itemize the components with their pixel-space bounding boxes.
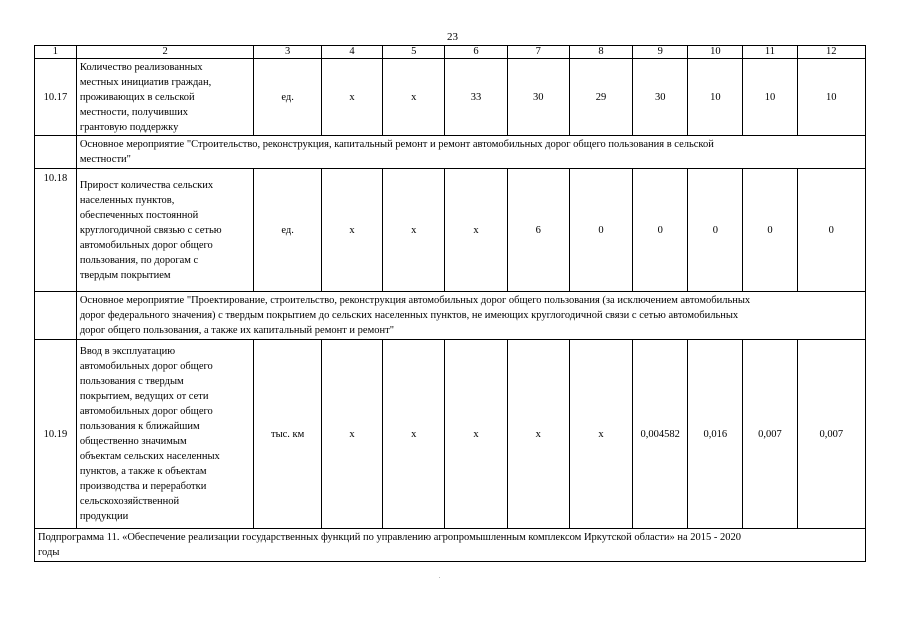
measure-text: Основное мероприятие "Проектирование, строительство, реконструкция автомобильных дорог общего пользования (за исключением автомобильных дорог федерального значения) с твердым покрытием до сельских населенных пунктов, не имеющих круглогодичной связи с сетью автомобильных дорог общего пользования, а также их капитальный ремонт и ремонт" [76, 292, 865, 340]
value-cell: 33 [445, 59, 507, 136]
header-cell: 1 [35, 46, 77, 59]
header-cell: 3 [254, 46, 321, 59]
value-cell: 6 [507, 169, 569, 292]
subprogram-title: Подпрограмма 11. «Обеспечение реализации государственных функций по управлению агропромышленным комплексом Иркутской области» на 2015 - 2020 годы [35, 529, 866, 562]
value-cell: х [321, 169, 382, 292]
value-cell: 0 [633, 169, 688, 292]
row-number: 10.18 [35, 169, 77, 292]
unit-cell: ед. [254, 169, 321, 292]
value-cell: 10 [743, 59, 797, 136]
header-cell: 6 [445, 46, 507, 59]
empty-cell [35, 292, 77, 340]
value-cell: х [383, 169, 445, 292]
value-cell: х [445, 169, 507, 292]
value-cell: 29 [569, 59, 632, 136]
value-cell: 30 [633, 59, 688, 136]
value-cell: 30 [507, 59, 569, 136]
header-cell: 2 [76, 46, 254, 59]
value-cell: 0,007 [797, 340, 865, 529]
value-cell: 0,004582 [633, 340, 688, 529]
header-cell: 4 [321, 46, 382, 59]
value-cell: х [569, 340, 632, 529]
value-cell: 0 [569, 169, 632, 292]
unit-cell: тыс. км [254, 340, 321, 529]
value-cell: х [383, 340, 445, 529]
measure-row [35, 292, 866, 340]
value-cell: 10 [688, 59, 743, 136]
header-cell: 7 [507, 46, 569, 59]
value-cell: х [507, 340, 569, 529]
row-number: 10.19 [35, 340, 77, 529]
measure-row [35, 136, 866, 169]
unit-cell: ед. [254, 59, 321, 136]
table-row-10-17 [35, 59, 866, 136]
header-cell: 5 [383, 46, 445, 59]
value-cell: 0 [688, 169, 743, 292]
table-row-10-18 [35, 169, 866, 292]
row-number: 10.17 [35, 59, 77, 136]
header-cell: 12 [797, 46, 865, 59]
indicator-table [34, 45, 866, 562]
header-cell: 9 [633, 46, 688, 59]
header-cell: 8 [569, 46, 632, 59]
empty-cell [35, 136, 77, 169]
measure-text: Основное мероприятие "Строительство, реконструкция, капитальный ремонт и ремонт автомобильных дорог общего пользования в сельской местности" [76, 136, 865, 169]
value-cell: 10 [797, 59, 865, 136]
page-number: 23 [447, 31, 458, 43]
subprogram-row [35, 529, 866, 562]
value-cell: х [383, 59, 445, 136]
value-cell: х [321, 340, 382, 529]
indicator-name: Количество реализованных местных инициатив граждан, проживающих в сельской местности, получивших грантовую поддержку [76, 59, 254, 136]
value-cell: 0,007 [743, 340, 797, 529]
value-cell: х [321, 59, 382, 136]
value-cell: 0,016 [688, 340, 743, 529]
value-cell: 0 [743, 169, 797, 292]
header-cell: 10 [688, 46, 743, 59]
indicator-name: Прирост количества сельских населенных пунктов, обеспеченных постоянной круглогодичной связью с сетью автомобильных дорог общего пользования, по дорогам с твердым покрытием [76, 169, 254, 292]
scan-artifact [439, 577, 440, 578]
value-cell: 0 [797, 169, 865, 292]
indicator-name: Ввод в эксплуатацию автомобильных дорог общего пользования с твердым покрытием, ведущих от сети автомобильных дорог общего пользования к ближайшим общественно значимым объектам сельских населенных пунктов, а также к объектам производства и переработки сельскохозяйственной продукции [76, 340, 254, 529]
value-cell: х [445, 340, 507, 529]
table-header-row [35, 46, 866, 59]
header-cell: 11 [743, 46, 797, 59]
table-row-10-19 [35, 340, 866, 529]
